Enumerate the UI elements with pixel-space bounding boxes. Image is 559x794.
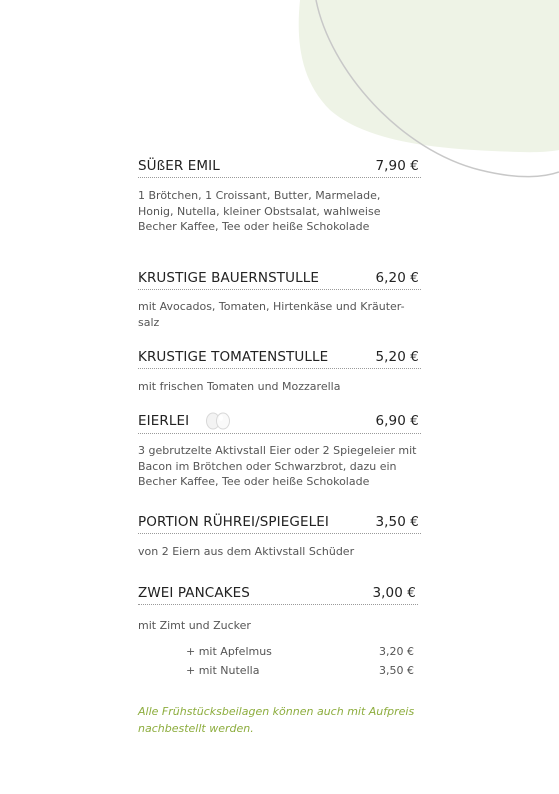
menu-item-header [138,158,421,178]
item-description: mit Avocados, Tomaten, Hirtenkäse und Kräuter-salz [138,300,405,329]
footer-note: Alle Frühstücksbeilagen können auch mit Aufpreis nachbestellt werden. [138,705,415,735]
menu-item-header [138,514,421,534]
menu-item-header [138,585,418,605]
extra-option-price: 3,50 € [379,664,414,677]
item-price: 3,00 € [372,585,416,601]
item-name: KRUSTIGE BAUERNSTULLE [138,270,319,286]
item-description: mit Zimt und Zucker [138,619,251,632]
extra-option-row [186,645,414,658]
item-name: EIERLEI [138,413,190,429]
item-price: 6,20 € [375,270,419,286]
item-price: 6,90 € [375,413,419,429]
extra-option-label: + mit Apfelmus [186,645,272,658]
item-description: 1 Brötchen, 1 Croissant, Butter, Marmelade, Honig, Nutella, kleiner Obstsalat, wahlweise Becher Kaffee, Tee oder heiße Schokolade [138,189,381,233]
eggs-icon [204,412,234,430]
item-description: von 2 Eiern aus dem Aktivstall Schüder [138,545,355,558]
menu-item-header [138,270,421,290]
item-name: KRUSTIGE TOMATENSTULLE [138,349,329,365]
extra-option-row [186,664,414,677]
item-price: 7,90 € [375,158,419,174]
item-description: mit frischen Tomaten und Mozzarella [138,380,341,393]
item-price: 5,20 € [375,349,419,365]
item-price: 3,50 € [375,514,419,530]
menu-item-header [138,412,421,434]
extra-option-price: 3,20 € [379,645,414,658]
extra-option-label: + mit Nutella [186,664,260,677]
item-name: ZWEI PANCAKES [138,585,250,601]
item-description: 3 gebrutzelte Aktivstall Eier oder 2 Spiegeleier mit Bacon im Brötchen oder Schwarzbrot, dazu ein Becher Kaffee, Tee oder heiße Schokolade [138,444,417,488]
item-name: SÜßER EMIL [138,158,220,174]
item-name: PORTION RÜHREI/SPIEGELEI [138,514,329,530]
menu-item-header [138,349,421,369]
